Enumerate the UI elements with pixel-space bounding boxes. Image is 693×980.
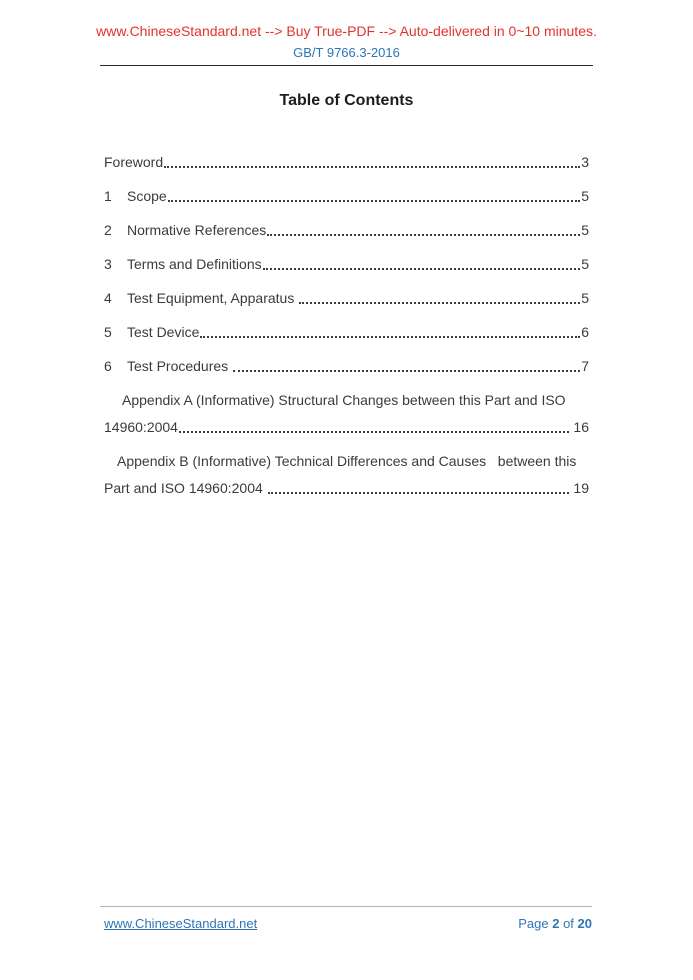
toc-page-number: 7 bbox=[581, 358, 589, 374]
toc-entry-text: Scope bbox=[127, 188, 167, 204]
page-current: 2 bbox=[552, 916, 560, 931]
dot-leader bbox=[168, 200, 581, 202]
toc-entry-number: 4 bbox=[104, 290, 112, 306]
standard-number: GB/T 9766.3-2016 bbox=[293, 45, 400, 60]
toc-row bbox=[104, 322, 589, 342]
toc-page-number: 6 bbox=[581, 324, 589, 340]
dot-leader bbox=[179, 431, 569, 433]
toc-entry-number: 6 bbox=[104, 358, 112, 374]
toc-entry-text: Test Device bbox=[127, 324, 200, 340]
footer bbox=[100, 906, 592, 932]
promo-banner: www.ChineseStandard.net --> Buy True-PDF --> Auto-delivered in 0~10 minutes. bbox=[96, 23, 597, 39]
toc-page-number: 5 bbox=[581, 256, 589, 272]
toc-row bbox=[104, 417, 589, 437]
toc-row bbox=[104, 152, 589, 172]
toc-entry-text: Appendix A (Informative) Structural Changes between this Part and ISO bbox=[122, 392, 566, 408]
dot-leader bbox=[299, 302, 580, 304]
toc-row bbox=[104, 288, 589, 308]
dot-leader bbox=[200, 336, 580, 338]
page-indicator-mid: of bbox=[559, 916, 578, 931]
toc-entry-text: Test Equipment, Apparatus bbox=[127, 290, 299, 306]
toc-entry-number: 2 bbox=[104, 222, 112, 238]
toc-row bbox=[104, 356, 589, 376]
toc-row bbox=[104, 390, 589, 410]
toc-entry-text: 14960:2004 bbox=[104, 419, 178, 435]
toc-row bbox=[104, 186, 589, 206]
toc-page-number: 16 bbox=[569, 419, 589, 435]
table-of-contents bbox=[104, 152, 589, 498]
dot-leader bbox=[164, 166, 580, 168]
dot-leader bbox=[263, 268, 581, 270]
toc-entry-text: Foreword bbox=[104, 154, 164, 170]
page-total: 20 bbox=[577, 916, 592, 931]
toc-page-number: 5 bbox=[581, 290, 589, 306]
toc-row bbox=[104, 451, 589, 471]
page-title: Table of Contents bbox=[279, 92, 414, 109]
toc-entry-number: 5 bbox=[104, 324, 112, 340]
toc-entry-text: Normative References bbox=[127, 222, 267, 238]
toc-row bbox=[104, 254, 589, 274]
toc-page-number: 19 bbox=[569, 480, 589, 496]
toc-row bbox=[104, 478, 589, 498]
dot-leader bbox=[233, 370, 580, 372]
dot-leader bbox=[267, 234, 580, 236]
toc-entry-number: 3 bbox=[104, 256, 112, 272]
toc-entry-text: Terms and Definitions bbox=[127, 256, 262, 272]
header-rule bbox=[100, 65, 593, 66]
toc-entry-number: 1 bbox=[104, 188, 112, 204]
toc-page-number: 5 bbox=[581, 222, 589, 238]
toc-entry-text: Test Procedures bbox=[127, 358, 233, 374]
page-indicator-prefix: Page bbox=[518, 916, 553, 931]
toc-entry-text: Appendix B (Informative) Technical Differences and Causes between this bbox=[117, 453, 577, 469]
toc-entry-text: Part and ISO 14960:2004 bbox=[104, 480, 267, 496]
toc-page-number: 3 bbox=[581, 154, 589, 170]
footer-website-link[interactable]: www.ChineseStandard.net bbox=[104, 916, 258, 931]
toc-page-number: 5 bbox=[581, 188, 589, 204]
toc-row bbox=[104, 220, 589, 240]
page-indicator bbox=[518, 915, 592, 932]
dot-leader bbox=[268, 492, 569, 494]
